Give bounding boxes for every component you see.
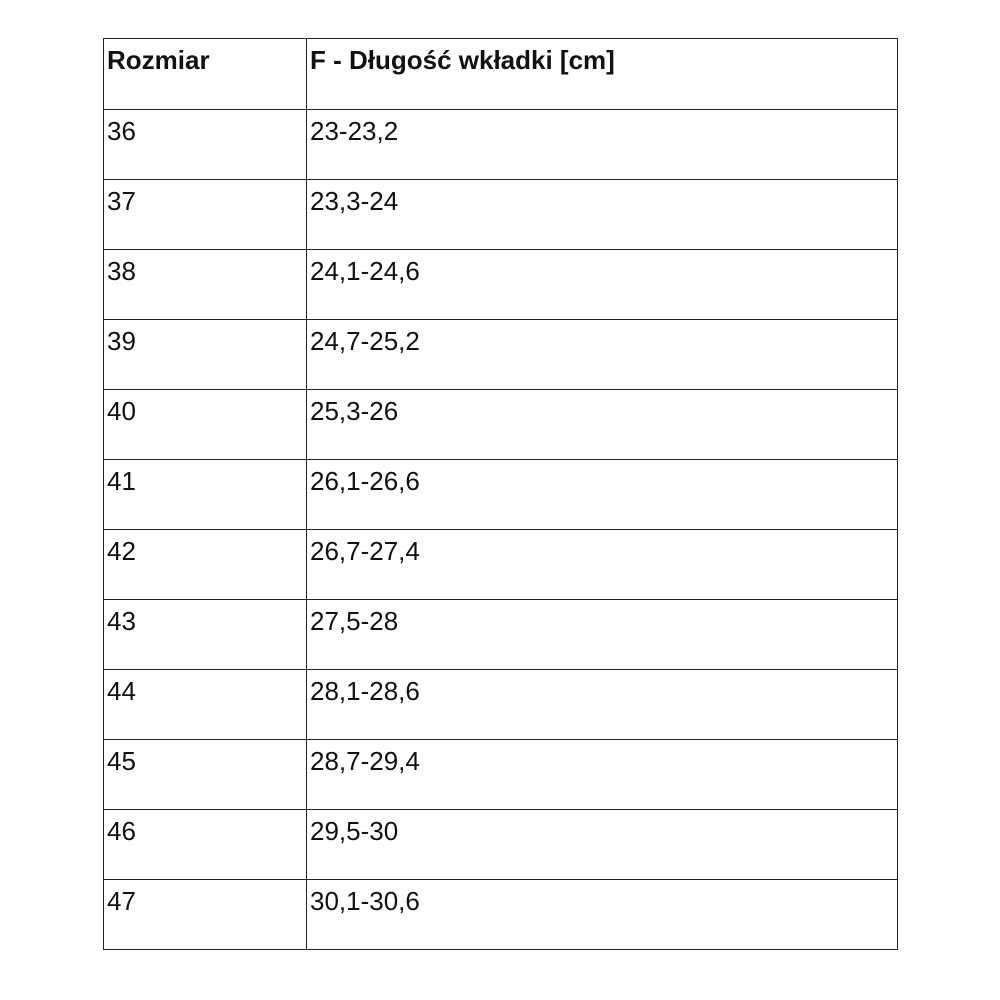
insole-length-cell: 23,3-24: [307, 180, 898, 250]
size-cell: 46: [104, 810, 307, 880]
insole-length-cell: 24,7-25,2: [307, 320, 898, 390]
insole-length-cell: 23-23,2: [307, 110, 898, 180]
size-cell: 41: [104, 460, 307, 530]
insole-length-cell: 26,1-26,6: [307, 460, 898, 530]
size-cell: 44: [104, 670, 307, 740]
insole-length-cell: 27,5-28: [307, 600, 898, 670]
size-cell: 43: [104, 600, 307, 670]
size-cell: 36: [104, 110, 307, 180]
size-cell: 40: [104, 390, 307, 460]
insole-length-cell: 28,7-29,4: [307, 740, 898, 810]
table-row: [104, 530, 898, 600]
size-chart-table: [103, 38, 898, 950]
insole-length-cell: 25,3-26: [307, 390, 898, 460]
table-row: [104, 740, 898, 810]
table-row: [104, 390, 898, 460]
table-row: [104, 320, 898, 390]
table-row: [104, 880, 898, 950]
header-insole-length: F - Długość wkładki [cm]: [307, 39, 898, 110]
table-row: [104, 460, 898, 530]
table-row: [104, 600, 898, 670]
insole-length-cell: 30,1-30,6: [307, 880, 898, 950]
size-cell: 37: [104, 180, 307, 250]
table-row: [104, 110, 898, 180]
table-row: [104, 180, 898, 250]
size-cell: 47: [104, 880, 307, 950]
table-row: [104, 250, 898, 320]
insole-length-cell: 24,1-24,6: [307, 250, 898, 320]
insole-length-cell: 28,1-28,6: [307, 670, 898, 740]
size-cell: 39: [104, 320, 307, 390]
table-body: [104, 110, 898, 950]
size-cell: 42: [104, 530, 307, 600]
insole-length-cell: 29,5-30: [307, 810, 898, 880]
table-row: [104, 670, 898, 740]
table-row: [104, 810, 898, 880]
table-header-row: [104, 39, 898, 110]
size-cell: 45: [104, 740, 307, 810]
insole-length-cell: 26,7-27,4: [307, 530, 898, 600]
size-cell: 38: [104, 250, 307, 320]
header-size: Rozmiar: [104, 39, 307, 110]
